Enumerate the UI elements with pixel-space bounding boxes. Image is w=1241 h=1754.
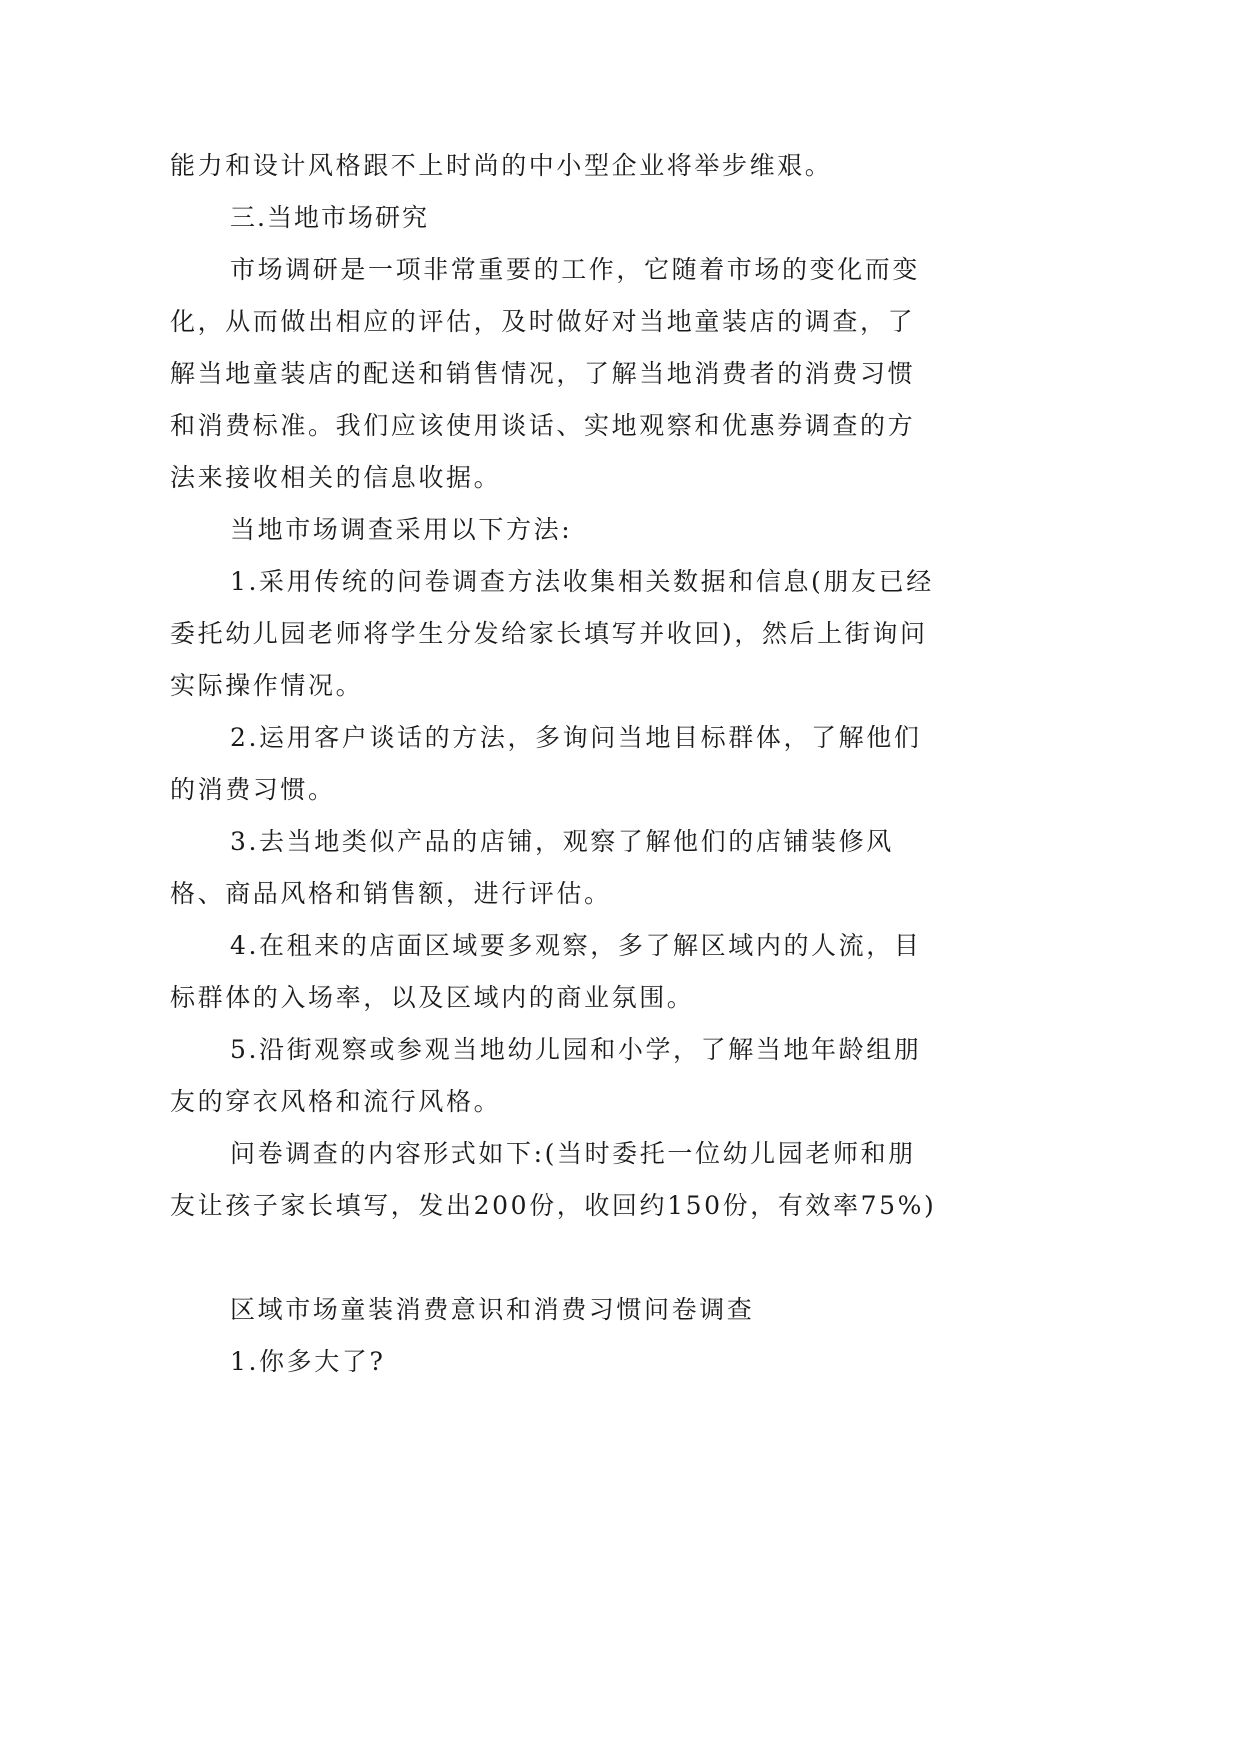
questionnaire-title: 区域市场童装消费意识和消费习惯问卷调查 xyxy=(230,1295,755,1324)
paragraph-questionnaire-format: 问卷调查的内容形式如下:(当时委托一位幼儿园老师和朋友让孩子家长填写，发出200份，收回约150份，有效率75%) xyxy=(170,1139,937,1220)
list-item-method-4: 4.在租来的店面区域要多观察，多了解区域内的人流，目标群体的入场率，以及区域内的商业氛围。 xyxy=(170,931,922,1012)
paragraph-methods-intro: 当地市场调查采用以下方法: xyxy=(230,515,573,544)
questionnaire-question-1: 1.你多大了? xyxy=(230,1347,386,1376)
section-heading-local-market-research: 三.当地市场研究 xyxy=(230,203,429,232)
list-item-method-1: 1.采用传统的问卷调查方法收集相关数据和信息(朋友已经委托幼儿园老师将学生分发给家长填写并收回)，然后上街询问实际操作情况。 xyxy=(170,567,934,700)
paragraph-market-research-intro: 市场调研是一项非常重要的工作，它随着市场的变化而变化，从而做出相应的评估，及时做好对当地童装店的调查，了解当地童装店的配送和销售情况，了解当地消费者的消费习惯和消费标准。我们应该使用谈话、实地观察和优惠券调查的方法来接收相关的信息收据。 xyxy=(170,255,921,492)
list-item-method-3: 3.去当地类似产品的店铺，观察了解他们的店铺装修风格、商品风格和销售额，进行评估。 xyxy=(170,827,894,908)
paragraph-continuation: 能力和设计风格跟不上时尚的中小型企业将举步维艰。 xyxy=(170,151,833,180)
list-item-method-2: 2.运用客户谈话的方法，多询问当地目标群体，了解他们的消费习惯。 xyxy=(170,723,922,804)
list-item-method-5: 5.沿街观察或参观当地幼儿园和小学，了解当地年龄组朋友的穿衣风格和流行风格。 xyxy=(170,1035,922,1116)
